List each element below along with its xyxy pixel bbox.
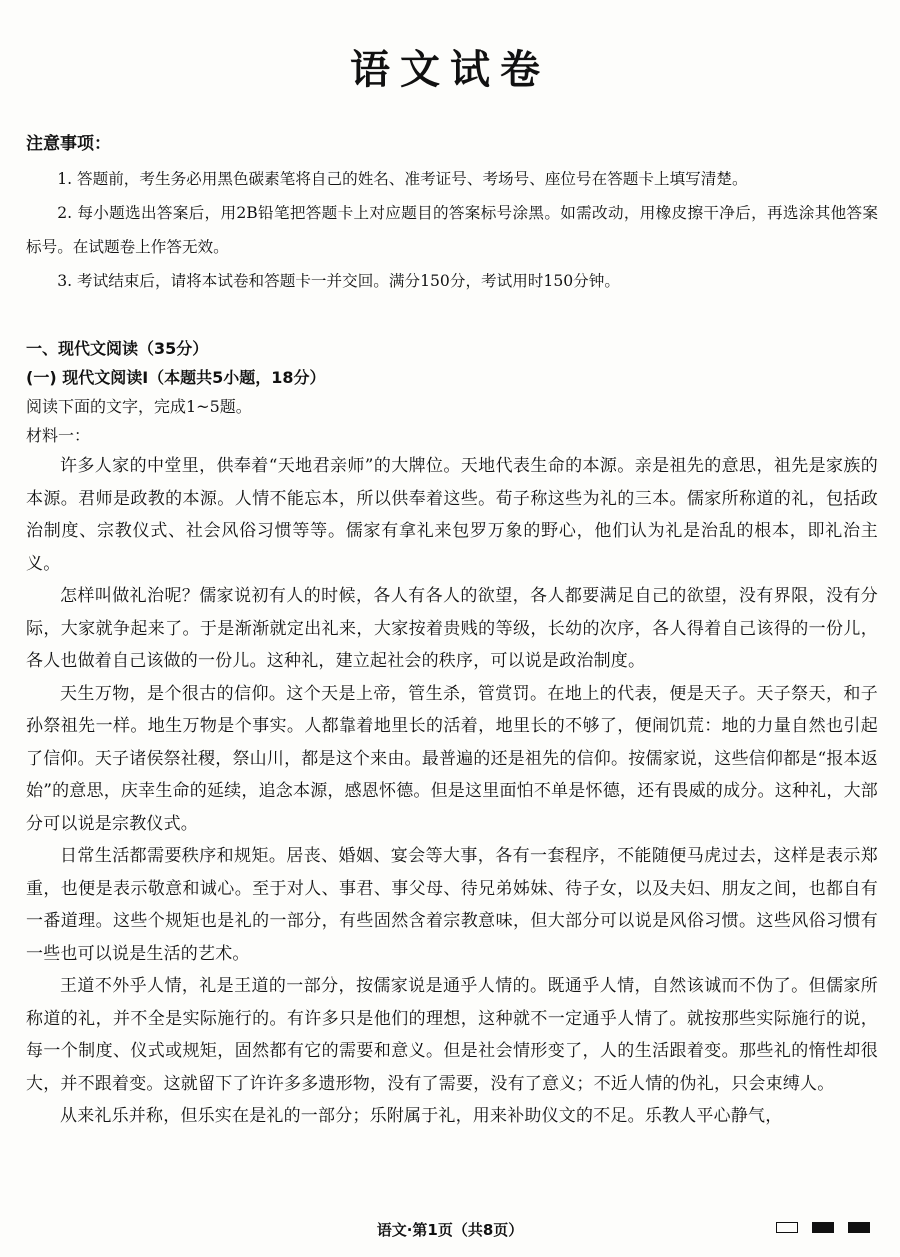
passage-paragraph-6: 从来礼乐并称，但乐实在是礼的一部分；乐附属于礼，用来补助仪文的不足。乐教人平心静气，: [60, 1106, 783, 1126]
note-item-2: 2. 每小题选出答案后，用2B铅笔把答题卡上对应题目的答案标号涂黑。如需改动，用橡皮擦干净后，再选涂其他答案标号。在试题卷上作答无效。: [26, 204, 878, 256]
note-item-1: 1. 答题前，考生务必用黑色碳素笔将自己的姓名、准考证号、考场号、座位号在答题卡上填写清楚。: [57, 170, 748, 188]
spacer: [26, 298, 878, 334]
section-heading: 一、现代文阅读（35分）: [26, 339, 209, 358]
reading-instruction: 阅读下面的文字，完成1~5题。: [26, 397, 252, 416]
scan-mark-empty: [776, 1222, 798, 1233]
passage-paragraph-1: 许多人家的中堂里，供奉着“天地君亲师”的大牌位。天地代表生命的本源。亲是祖先的意思，祖先是家族的本源。君师是政教的本源。人情不能忘本，所以供奉着这些。荀子称这些为礼的三本。儒家所称道的礼，包括政治制度、宗教仪式、社会风俗习惯等等。儒家有拿礼来包罗万象的野心，他们认为礼是治乱的根本，即礼治主义。: [26, 456, 878, 574]
scan-mark-filled: [812, 1222, 834, 1233]
page-content: [26, 126, 878, 1133]
note-item-3: 3. 考试结束后，请将本试卷和答题卡一并交回。满分150分，考试用时150分钟。: [57, 272, 620, 290]
page-footer: 语文·第1页（共8页）: [376, 1221, 524, 1239]
passage-paragraph-4: 日常生活都需要秩序和规矩。居丧、婚姻、宴会等大事，各有一套程序，不能随便马虎过去，这样是表示郑重，也便是表示敬意和诚心。至于对人、事君、事父母、待兄弟姊妹、待子女，以及夫妇、朋友之间，也都自有一番道理。这些个规矩也是礼的一部分，有些固然含着宗教意味，但大部分可以说是风俗习惯。这些风俗习惯有一些也可以说是生活的艺术。: [26, 846, 878, 964]
subsection-heading: (一) 现代文阅读Ⅰ（本题共5小题，18分）: [26, 368, 326, 387]
material-label: 材料一：: [26, 426, 91, 445]
scan-marks: [776, 1222, 870, 1233]
passage-paragraph-5: 王道不外乎人情，礼是王道的一部分，按儒家说是通乎人情的。既通乎人情，自然该诚而不伪了。但儒家所称道的礼，并不全是实际施行的。有许多只是他们的理想，这种就不一定通乎人情了。就按那些实际施行的说，每一个制度、仪式或规矩，固然都有它的需要和意义。但是社会情形变了，人的生活跟着变。那些礼的惰性却很大，并不跟着变。这就留下了许许多多遗形物，没有了需要，没有了意义；不近人情的伪礼，只会束缚人。: [26, 976, 878, 1094]
scan-mark-filled: [848, 1222, 870, 1233]
passage-paragraph-3: 天生万物，是个很古的信仰。这个天是上帝，管生杀，管赏罚。在地上的代表，便是天子。天子祭天，和子孙祭祖先一样。地生万物是个事实。人都靠着地里长的活着，地里长的不够了，便闹饥荒：地的力量自然也引起了信仰。天子诸侯祭社稷，祭山川，都是这个来由。最普遍的还是祖先的信仰。按儒家说，这些信仰都是“报本返始”的意思，庆幸生命的延续，追念本源，感恩怀德。但是这里面怕不单是怀德，还有畏威的成分。这种礼，大部分可以说是宗教仪式。: [26, 683, 878, 834]
passage-paragraph-2: 怎样叫做礼治呢？儒家说初有人的时候，各人有各人的欲望，各人都要满足自己的欲望，没有界限，没有分际，大家就争起来了。于是渐渐就定出礼来，大家按着贵贱的等级，长幼的次序，各人得着自己该得的一份儿，各人也做着自己该做的一份儿。这种礼，建立起社会的秩序，可以说是政治制度。: [26, 586, 878, 671]
exam-title: 语文试卷: [350, 47, 550, 93]
notes-heading: 注意事项：: [26, 134, 111, 154]
